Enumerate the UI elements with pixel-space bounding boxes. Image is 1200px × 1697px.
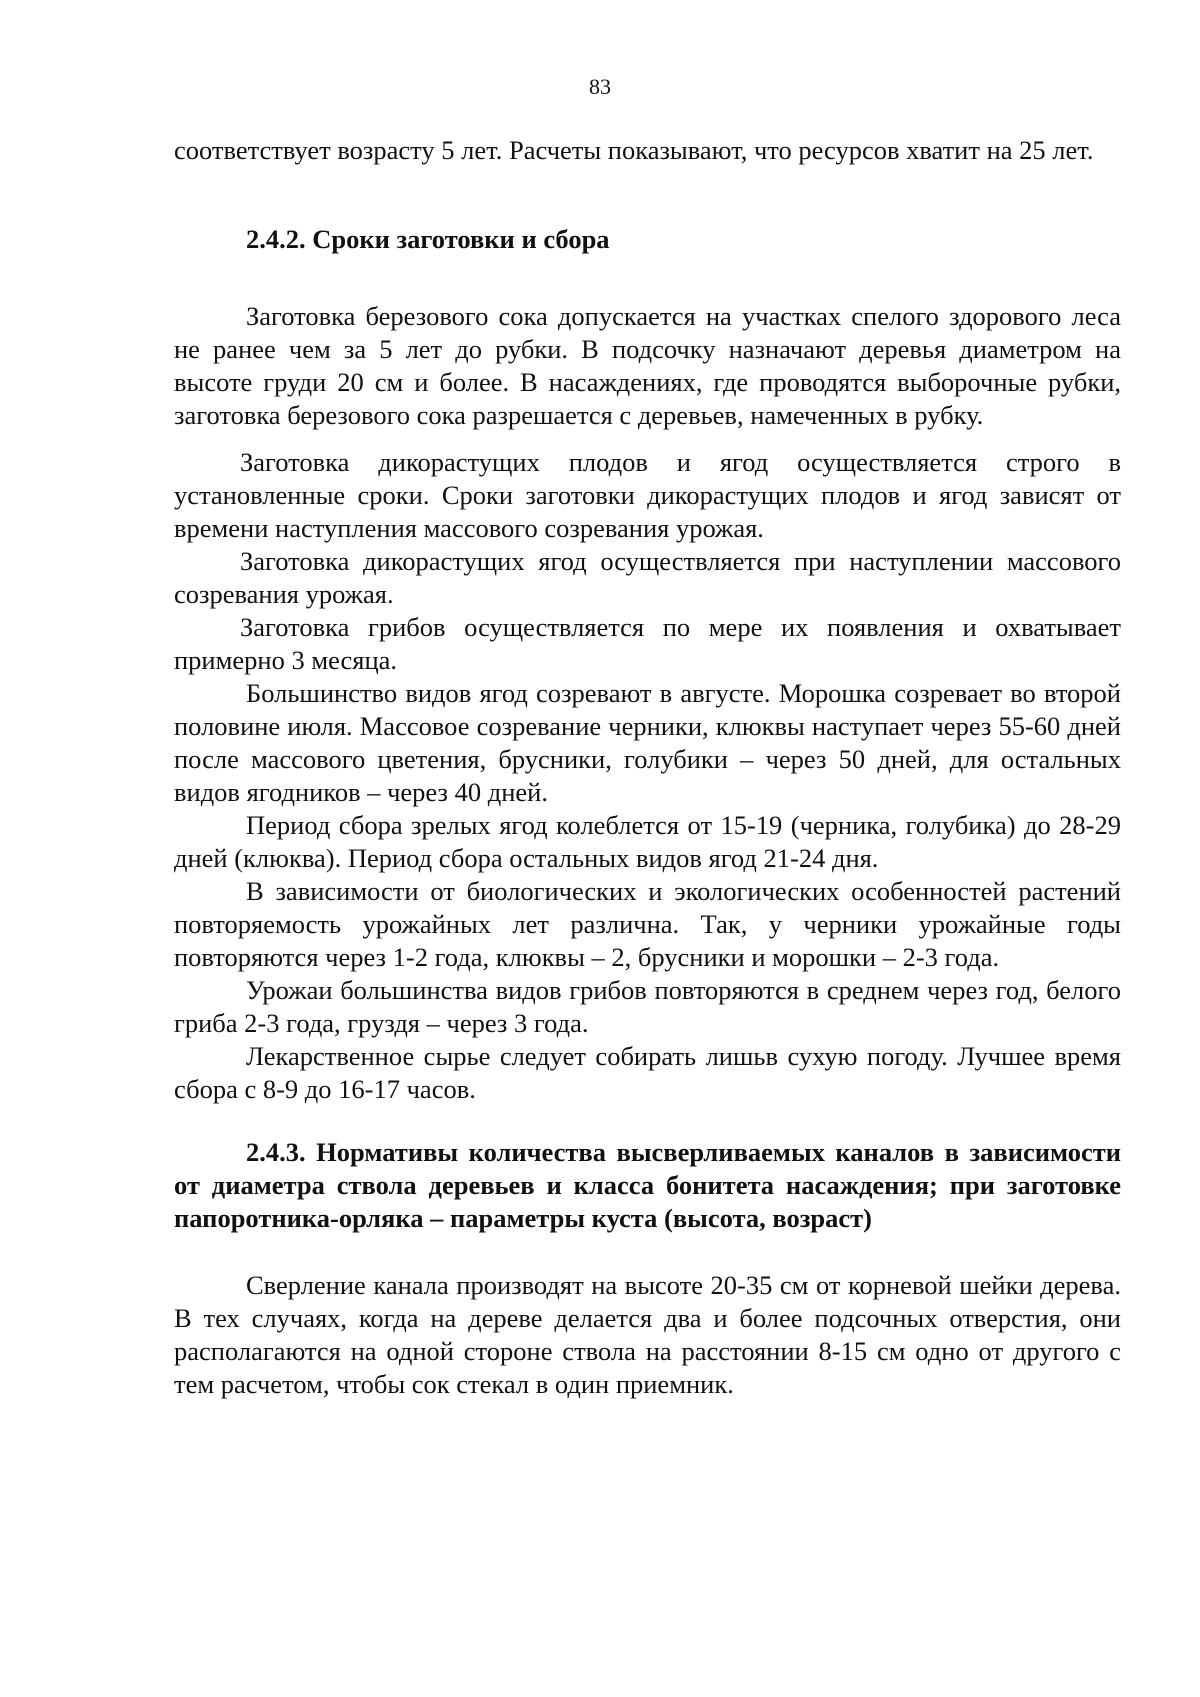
paragraph-medicinal-raw: Лекарственное сырье следует собирать лишьв сухую погоду. Лучшее время сбора с 8-9 до 16-17 часов. (174, 1041, 1121, 1104)
paragraph-birch-sap: Заготовка березового сока допускается на участках спелого здорового леса не ранее чем за 5 лет до рубки. В подсочку назначают деревья диаметром на высоте груди 20 см и более. В насаждениях, где проводятся выборочные рубки, заготовка березового сока разрешается с деревьев, намеченных в рубку. (174, 301, 1121, 430)
document-body (174, 134, 1121, 1401)
paragraph-berry-ripening: Большинство видов ягод созревают в августе. Морошка созревает во второй половине июля. Массовое созревание черники, клюквы наступает через 55-60 дней после массового цветения, брусники, голубики – через 50 дней, для остальных видов ягодников – через 40 дней. (174, 678, 1121, 807)
paragraph-drilling: Сверление канала производят на высоте 20-35 см от корневой шейки дерева. В тех случаях, когда на дереве делается два и более подсочных отверстия, они располагаются на одной стороне ствола на расстоянии 8-15 см одно от другого с тем расчетом, чтобы сок стекал в один приемник. (174, 1270, 1121, 1399)
paragraph-yield-years: В зависимости от биологических и экологических особенностей растений повторяемость урожайных лет различна. Так, у черники урожайные годы повторяются через 1-2 года, клюквы – 2, брусники и морошки – 2-3 года. (174, 876, 1121, 972)
paragraph-mushrooms: Заготовка грибов осуществляется по мере их появления и охватывает примерно 3 месяца. (174, 612, 1121, 675)
paragraph-mushroom-yields: Урожаи большинства видов грибов повторяются в среднем через год, белого гриба 2-3 года, груздя – через 3 года. (174, 975, 1121, 1038)
paragraph-wild-fruits: Заготовка дикорастущих плодов и ягод осуществляется строго в установленные сроки. Сроки заготовки дикорастущих плодов и ягод зависят от времени наступления массового созревания урожая. (174, 447, 1121, 543)
intro-paragraph: соответствует возрасту 5 лет. Расчеты показывают, что ресурсов хватит на 25 лет. (174, 135, 1094, 165)
section-heading-2-4-3: 2.4.3. Нормативы количества высверливаемых каналов в зависимости от диаметра ствола деревьев и класса бонитета насаждения; при заготовке папоротника-орляка – параметры куста (высота, возраст) (174, 1137, 1121, 1233)
paragraph-wild-berries: Заготовка дикорастущих ягод осуществляется при наступлении массового созревания урожая. (174, 546, 1121, 609)
page-number: 83 (589, 74, 611, 99)
paragraph-harvest-period: Период сбора зрелых ягод колеблется от 15-19 (черника, голубика) до 28-29 дней (клюква). Период сбора остальных видов ягод 21-24 дня. (174, 810, 1121, 873)
section-heading-2-4-2: 2.4.2. Сроки заготовки и сбора (246, 224, 610, 254)
